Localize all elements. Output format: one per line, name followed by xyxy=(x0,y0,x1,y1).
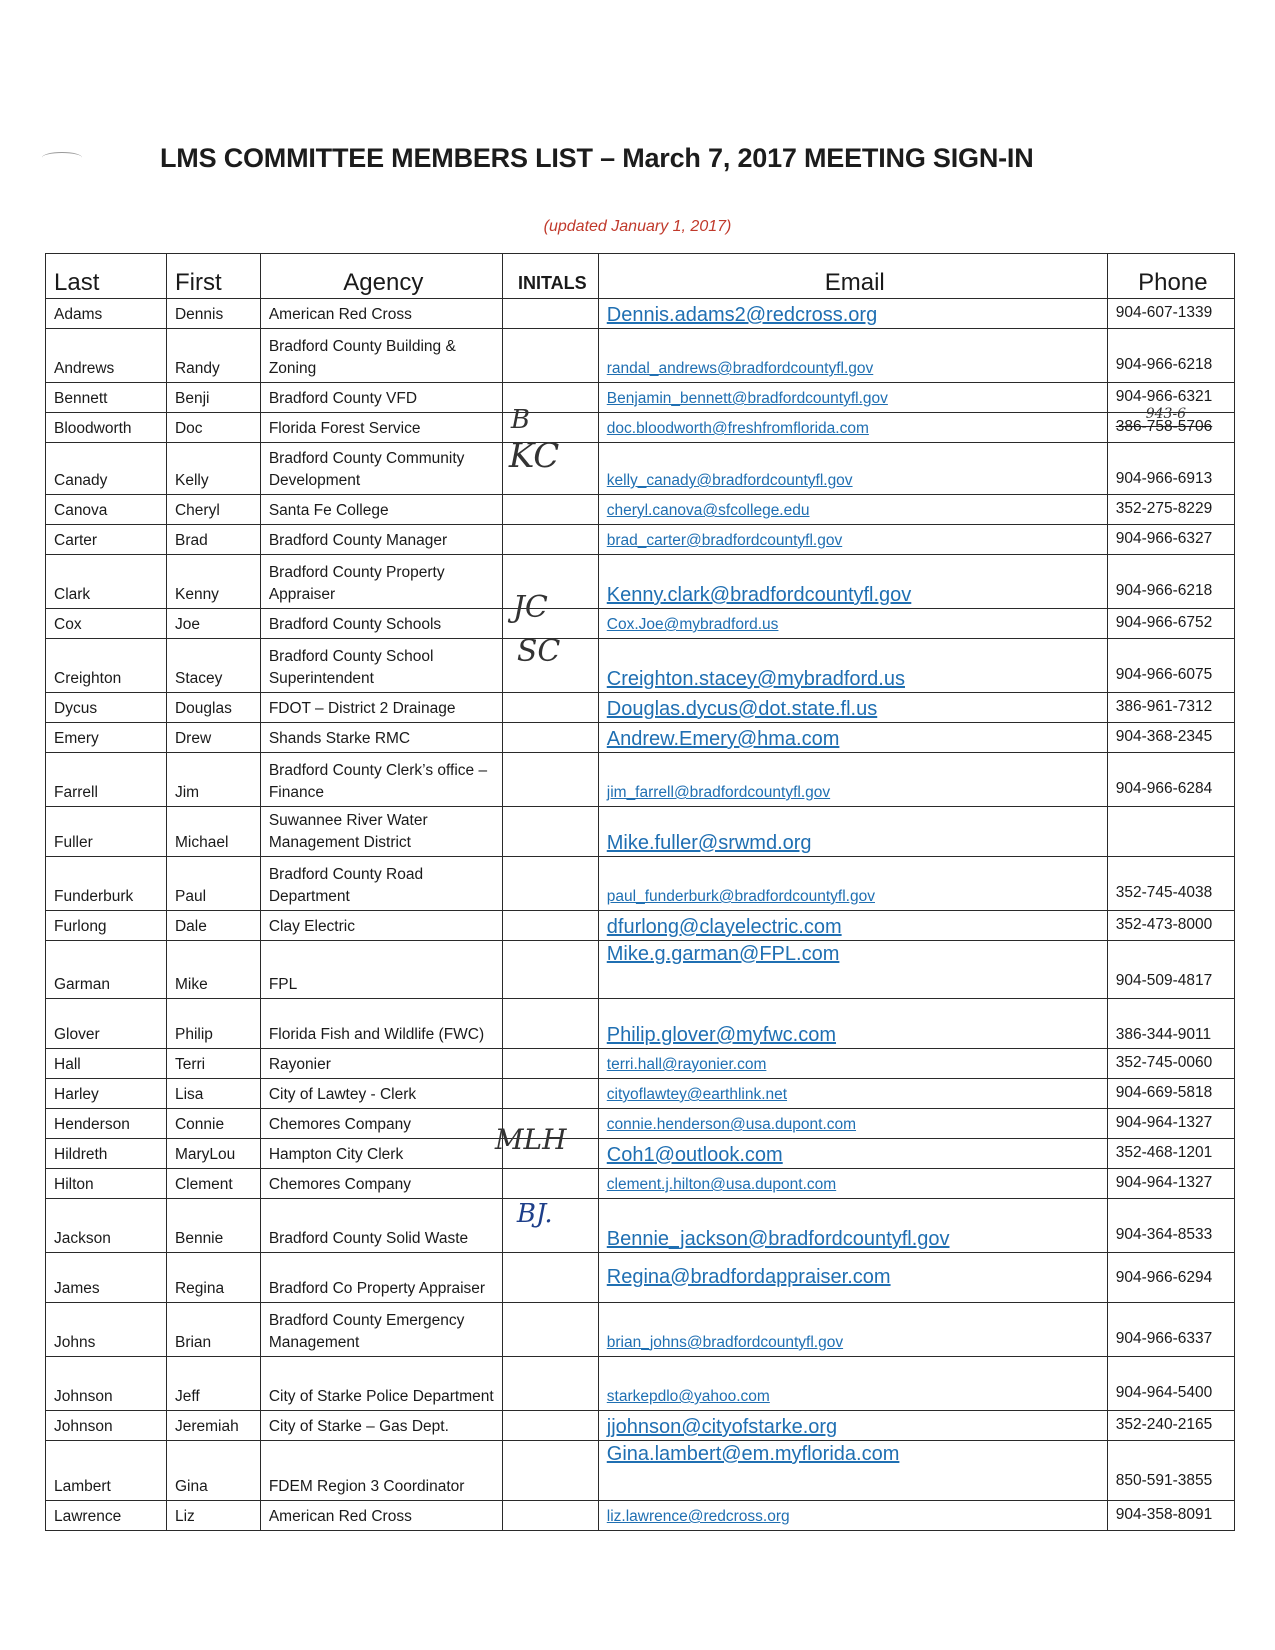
cell-last: Garman xyxy=(46,941,167,999)
cell-initials xyxy=(502,753,598,807)
cell-initials xyxy=(502,723,598,753)
cell-initials xyxy=(502,911,598,941)
cell-phone: 904-966-6752 xyxy=(1107,609,1234,639)
cell-first: Douglas xyxy=(166,693,260,723)
cell-email-link[interactable]: paul_funderburk@bradfordcountyfl.gov xyxy=(598,857,1107,911)
cell-phone: 904-966-6075 xyxy=(1107,639,1234,693)
header-agency: Agency xyxy=(260,254,502,299)
cell-agency: Chemores Company xyxy=(260,1169,502,1199)
cell-agency: City of Lawtey - Clerk xyxy=(260,1079,502,1109)
cell-email-link[interactable]: Regina@bradfordappraiser.com xyxy=(598,1253,1107,1303)
cell-first: Dennis xyxy=(166,299,260,329)
cell-first: MaryLou xyxy=(166,1139,260,1169)
cell-last: Harley xyxy=(46,1079,167,1109)
cell-phone: 904-964-1327 xyxy=(1107,1169,1234,1199)
cell-last: Henderson xyxy=(46,1109,167,1139)
cell-last: Funderburk xyxy=(46,857,167,911)
cell-initials xyxy=(502,1501,598,1531)
page-title: LMS COMMITTEE MEMBERS LIST – March 7, 2017 MEETING SIGN-IN xyxy=(160,143,1034,173)
cell-email-link[interactable]: cityoflawtey@earthlink.net xyxy=(598,1079,1107,1109)
cell-agency: FPL xyxy=(260,941,502,999)
table-row xyxy=(46,639,1235,693)
cell-last: Adams xyxy=(46,299,167,329)
cell-phone: 386-344-9011 xyxy=(1107,999,1234,1049)
cell-email-link[interactable]: connie.henderson@usa.dupont.com xyxy=(598,1109,1107,1139)
cell-email-link[interactable]: Creighton.stacey@mybradford.us xyxy=(598,639,1107,693)
cell-initials xyxy=(502,329,598,383)
cell-agency: City of Starke – Gas Dept. xyxy=(260,1411,502,1441)
table-row xyxy=(46,1199,1235,1253)
cell-email-link[interactable]: Benjamin_bennett@bradfordcountyfl.gov xyxy=(598,383,1107,413)
table-row xyxy=(46,1079,1235,1109)
cell-phone: 904-966-6284 xyxy=(1107,753,1234,807)
cell-email-link[interactable]: Kenny.clark@bradfordcountyfl.gov xyxy=(598,555,1107,609)
header-email: Email xyxy=(598,254,1107,299)
table-row xyxy=(46,807,1235,857)
initials-signature: SC xyxy=(516,634,561,669)
cell-agency: Florida Forest Service xyxy=(260,413,502,443)
table-row xyxy=(46,1169,1235,1199)
cell-email-link[interactable]: Douglas.dycus@dot.state.fl.us xyxy=(598,693,1107,723)
cell-initials xyxy=(502,941,598,999)
cell-last: Johnson xyxy=(46,1357,167,1411)
cell-email-link[interactable]: doc.bloodworth@freshfromflorida.com xyxy=(598,413,1107,443)
cell-last: Hildreth xyxy=(46,1139,167,1169)
cell-last: Bennett xyxy=(46,383,167,413)
cell-initials xyxy=(502,999,598,1049)
cell-agency: Suwannee River Water Management District xyxy=(260,807,502,857)
cell-agency: Rayonier xyxy=(260,1049,502,1079)
cell-first: Gina xyxy=(166,1441,260,1501)
table-row xyxy=(46,413,1235,443)
table-row xyxy=(46,941,1235,999)
table-row xyxy=(46,525,1235,555)
cell-last: Hall xyxy=(46,1049,167,1079)
table-row xyxy=(46,1357,1235,1411)
header-last: Last xyxy=(46,254,167,299)
table-row xyxy=(46,555,1235,609)
cell-initials xyxy=(502,495,598,525)
page-subtitle: (updated January 1, 2017) xyxy=(543,218,732,235)
cell-initials xyxy=(502,299,598,329)
cell-phone: 904-966-6218 xyxy=(1107,555,1234,609)
cell-last: Cox xyxy=(46,609,167,639)
cell-agency: Bradford County Emergency Management xyxy=(260,1303,502,1357)
cell-email-link[interactable]: kelly_canady@bradfordcountyfl.gov xyxy=(598,443,1107,495)
table-header-row xyxy=(46,254,1235,299)
cell-phone: 904-964-5400 xyxy=(1107,1357,1234,1411)
table-row xyxy=(46,1253,1235,1303)
cell-last: Clark xyxy=(46,555,167,609)
cell-email-link[interactable]: Mike.g.garman@FPL.com xyxy=(598,941,1107,999)
table-row xyxy=(46,753,1235,807)
table-row xyxy=(46,1501,1235,1531)
cell-first: Terri xyxy=(166,1049,260,1079)
cell-agency: Bradford County Building & Zoning xyxy=(260,329,502,383)
cell-email-link[interactable]: Philip.glover@myfwc.com xyxy=(598,999,1107,1049)
cell-first: Brian xyxy=(166,1303,260,1357)
cell-phone: 850-591-3855 xyxy=(1107,1441,1234,1501)
cell-first: Kenny xyxy=(166,555,260,609)
cell-agency: American Red Cross xyxy=(260,1501,502,1531)
cell-phone: 904-364-8533 xyxy=(1107,1199,1234,1253)
cell-first: Randy xyxy=(166,329,260,383)
cell-initials xyxy=(502,857,598,911)
cell-agency: Hampton City Clerk xyxy=(260,1139,502,1169)
cell-agency: City of Starke Police Department xyxy=(260,1357,502,1411)
cell-agency: Chemores Company xyxy=(260,1109,502,1139)
cell-agency: Shands Starke RMC xyxy=(260,723,502,753)
cell-first: Jeremiah xyxy=(166,1411,260,1441)
initials-signature: B xyxy=(510,405,530,435)
table-row xyxy=(46,911,1235,941)
header-phone: Phone xyxy=(1107,254,1234,299)
cell-email-link[interactable]: jim_farrell@bradfordcountyfl.gov xyxy=(598,753,1107,807)
header-first: First xyxy=(166,254,260,299)
cell-email-link[interactable]: Gina.lambert@em.myflorida.com xyxy=(598,1441,1107,1501)
cell-email-link[interactable]: terri.hall@rayonier.com xyxy=(598,1049,1107,1079)
cell-last: Fuller xyxy=(46,807,167,857)
cell-agency: Bradford County Schools xyxy=(260,609,502,639)
cell-first: Paul xyxy=(166,857,260,911)
cell-email-link[interactable]: liz.lawrence@redcross.org xyxy=(598,1501,1107,1531)
cell-phone: 904-966-6294 xyxy=(1107,1253,1234,1303)
cell-phone: 904-669-5818 xyxy=(1107,1079,1234,1109)
initials-signature: MLH xyxy=(494,1123,567,1156)
cell-last: Farrell xyxy=(46,753,167,807)
table-row xyxy=(46,857,1235,911)
cell-phone xyxy=(1107,807,1234,857)
cell-first: Connie xyxy=(166,1109,260,1139)
cell-agency: Bradford County Community Development xyxy=(260,443,502,495)
table-row xyxy=(46,693,1235,723)
cell-first: Doc xyxy=(166,413,260,443)
cell-first: Jim xyxy=(166,753,260,807)
cell-last: Creighton xyxy=(46,639,167,693)
cell-initials xyxy=(502,1357,598,1411)
cell-last: Johns xyxy=(46,1303,167,1357)
cell-initials xyxy=(502,1079,598,1109)
cell-last: Glover xyxy=(46,999,167,1049)
scan-artifact xyxy=(42,152,82,163)
cell-phone: 904-607-1339 xyxy=(1107,299,1234,329)
cell-last: Hilton xyxy=(46,1169,167,1199)
cell-email-link[interactable]: dfurlong@clayelectric.com xyxy=(598,911,1107,941)
cell-last: Carter xyxy=(46,525,167,555)
cell-phone: 904-966-6337 xyxy=(1107,1303,1234,1357)
cell-initials xyxy=(494,1123,598,1169)
cell-last: Andrews xyxy=(46,329,167,383)
cell-phone: 904-966-6913 xyxy=(1107,443,1234,495)
phone-corrected: 386-758-5706 xyxy=(1115,418,1213,435)
cell-phone: 386-961-7312 xyxy=(1107,693,1234,723)
cell-phone: 904-358-8091 xyxy=(1107,1501,1234,1531)
cell-first: Philip xyxy=(166,999,260,1049)
cell-last: Jackson xyxy=(46,1199,167,1253)
cell-email-link[interactable]: randal_andrews@bradfordcountyfl.gov xyxy=(598,329,1107,383)
cell-first: Brad xyxy=(166,525,260,555)
cell-first: Michael xyxy=(166,807,260,857)
cell-last: Lawrence xyxy=(46,1501,167,1531)
table-row xyxy=(46,1109,1235,1139)
cell-agency: Bradford County Solid Waste xyxy=(260,1199,502,1253)
cell-last: Dycus xyxy=(46,693,167,723)
cell-first: Benji xyxy=(166,383,260,413)
initials-signature: BJ. xyxy=(516,1199,553,1229)
cell-agency: Bradford County Road Department xyxy=(260,857,502,911)
cell-email-link[interactable]: Andrew.Emery@hma.com xyxy=(598,723,1107,753)
cell-initials xyxy=(502,693,598,723)
cell-first: Dale xyxy=(166,911,260,941)
cell-last: Canova xyxy=(46,495,167,525)
cell-agency: FDEM Region 3 Coordinator xyxy=(260,1441,502,1501)
cell-initials xyxy=(502,1411,598,1441)
cell-email-link[interactable]: Coh1@outlook.com xyxy=(598,1139,1107,1169)
cell-agency: Bradford County VFD xyxy=(260,383,502,413)
table-row xyxy=(46,609,1235,639)
cell-initials xyxy=(502,1253,598,1303)
cell-email-link[interactable]: Bennie_jackson@bradfordcountyfl.gov xyxy=(598,1199,1107,1253)
cell-first: Jeff xyxy=(166,1357,260,1411)
cell-initials xyxy=(502,1169,598,1199)
cell-phone: 352-745-4038 xyxy=(1107,857,1234,911)
cell-last: Lambert xyxy=(46,1441,167,1501)
cell-phone: 904-966-6327 xyxy=(1107,525,1234,555)
cell-agency: Bradford County School Superintendent xyxy=(260,639,502,693)
cell-initials xyxy=(502,634,598,693)
cell-phone: 352-468-1201 xyxy=(1107,1139,1234,1169)
cell-email-link[interactable]: starkepdlo@yahoo.com xyxy=(598,1357,1107,1411)
cell-agency: American Red Cross xyxy=(260,299,502,329)
cell-phone: 904-368-2345 xyxy=(1107,723,1234,753)
table-row xyxy=(46,1411,1235,1441)
initials-signature: KC xyxy=(508,436,560,476)
cell-phone: 904-964-1327 xyxy=(1107,1109,1234,1139)
cell-first: Bennie xyxy=(166,1199,260,1253)
cell-last: Bloodworth xyxy=(46,413,167,443)
cell-last: Canady xyxy=(46,443,167,495)
cell-agency: FDOT – District 2 Drainage xyxy=(260,693,502,723)
cell-last: Johnson xyxy=(46,1411,167,1441)
cell-phone: 904-509-4817 xyxy=(1107,941,1234,999)
table-row xyxy=(46,723,1235,753)
cell-first: Stacey xyxy=(166,639,260,693)
phone-handwritten-correction: 943-6 xyxy=(1145,406,1187,422)
cell-agency: Bradford County Manager xyxy=(260,525,502,555)
cell-last: Furlong xyxy=(46,911,167,941)
table-row xyxy=(46,443,1235,495)
cell-last: Emery xyxy=(46,723,167,753)
cell-email-link[interactable]: Dennis.adams2@redcross.org xyxy=(598,299,1107,329)
cell-phone: 904-966-6218 xyxy=(1107,329,1234,383)
cell-agency: Florida Fish and Wildlife (FWC) xyxy=(260,999,502,1049)
table-row xyxy=(46,1139,1235,1169)
cell-initials xyxy=(502,1303,598,1357)
cell-email-link[interactable]: Mike.fuller@srwmd.org xyxy=(598,807,1107,857)
table-row xyxy=(46,1441,1235,1501)
table-row xyxy=(46,495,1235,525)
table-row xyxy=(46,1303,1235,1357)
header-initials: INITALS xyxy=(502,254,598,299)
cell-email-link[interactable]: brad_carter@bradfordcountyfl.gov xyxy=(598,525,1107,555)
table-row xyxy=(46,1049,1235,1079)
table-row xyxy=(46,299,1235,329)
cell-agency: Bradford County Clerk’s office – Finance xyxy=(260,753,502,807)
cell-initials xyxy=(502,1441,598,1501)
cell-phone: 352-473-8000 xyxy=(1107,911,1234,941)
cell-first: Kelly xyxy=(166,443,260,495)
cell-first: Joe xyxy=(166,609,260,639)
cell-phone: 904-966-6321 xyxy=(1107,383,1234,413)
cell-email-link[interactable]: brian_johns@bradfordcountyfl.gov xyxy=(598,1303,1107,1357)
cell-agency: Bradford County Property Appraiser xyxy=(260,555,502,609)
cell-phone: 352-745-0060 xyxy=(1107,1049,1234,1079)
cell-phone xyxy=(1107,406,1234,443)
table-row xyxy=(46,329,1235,383)
cell-initials xyxy=(502,807,598,857)
cell-first: Drew xyxy=(166,723,260,753)
cell-phone: 352-240-2165 xyxy=(1107,1411,1234,1441)
cell-email-link[interactable]: clement.j.hilton@usa.dupont.com xyxy=(598,1169,1107,1199)
cell-initials xyxy=(502,436,598,495)
cell-initials xyxy=(502,525,598,555)
cell-first: Cheryl xyxy=(166,495,260,525)
cell-initials xyxy=(502,1049,598,1079)
cell-agency: Clay Electric xyxy=(260,911,502,941)
cell-phone: 352-275-8229 xyxy=(1107,495,1234,525)
table-row xyxy=(46,383,1235,413)
cell-first: Liz xyxy=(166,1501,260,1531)
members-table xyxy=(45,253,1235,1531)
cell-first: Lisa xyxy=(166,1079,260,1109)
cell-agency: Bradford Co Property Appraiser xyxy=(260,1253,502,1303)
cell-first: Clement xyxy=(166,1169,260,1199)
cell-initials xyxy=(502,1199,598,1253)
table-row xyxy=(46,999,1235,1049)
cell-last: James xyxy=(46,1253,167,1303)
cell-first: Regina xyxy=(166,1253,260,1303)
initials-signature: JC xyxy=(512,590,548,625)
cell-email-link[interactable]: jjohnson@cityofstarke.org xyxy=(598,1411,1107,1441)
cell-email-link[interactable]: Cox.Joe@mybradford.us xyxy=(598,609,1107,639)
cell-agency: Santa Fe College xyxy=(260,495,502,525)
cell-email-link[interactable]: cheryl.canova@sfcollege.edu xyxy=(598,495,1107,525)
cell-first: Mike xyxy=(166,941,260,999)
